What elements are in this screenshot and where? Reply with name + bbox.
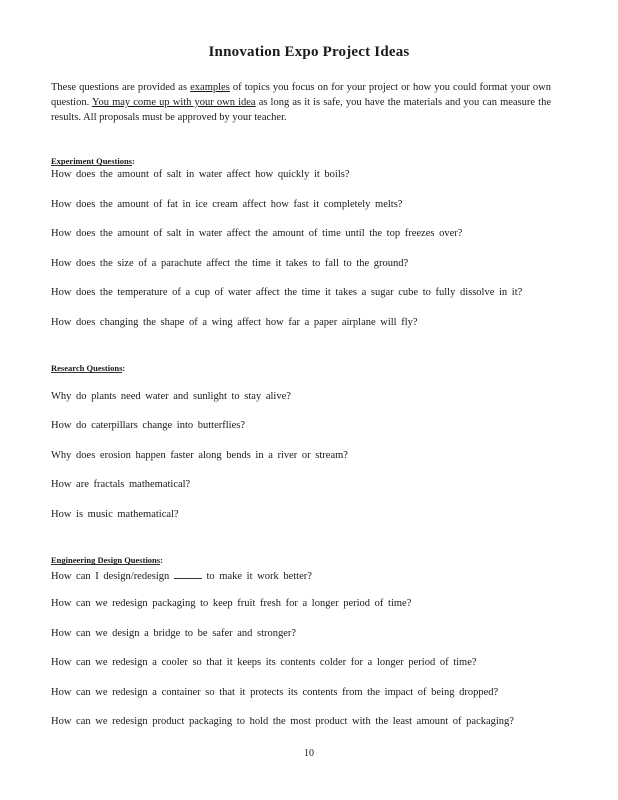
experiment-question: How does changing the shape of a wing affect how far a paper airplane will fly? <box>51 317 418 328</box>
research-heading <box>51 363 125 373</box>
experiment-heading-label: Experiment Questions <box>51 156 132 166</box>
page-number: 10 <box>304 748 314 759</box>
engineering-question: How can we redesign product packaging to hold the most product with the least amount of packaging? <box>51 716 514 727</box>
experiment-question: How does the temperature of a cup of water affect the time it takes a sugar cube to fully dissolve in it? <box>51 287 523 298</box>
experiment-question: How does the amount of fat in ice cream affect how fast it completely melts? <box>51 199 403 210</box>
research-heading-label: Research Questions <box>51 363 123 373</box>
engineering-question-end: to make it work better? <box>201 571 312 582</box>
engineering-question: How can we redesign packaging to keep fruit fresh for a longer period of time? <box>51 598 412 609</box>
intro-text-3: as long as it is safe, you have the materials and you can measure the results. All proposals must be approved by your teacher. <box>51 97 551 123</box>
experiment-question: How does the amount of salt in water affect the amount of time until the top freezes over? <box>51 228 463 239</box>
experiment-question: How does the size of a parachute affect the time it takes to fall to the ground? <box>51 258 409 269</box>
engineering-question: How can we redesign a cooler so that it keeps its contents colder for a longer period of time? <box>51 657 477 668</box>
experiment-question: How does the amount of salt in water affect how quickly it boils? <box>51 169 350 180</box>
engineering-question: How can we redesign a container so that it protects its contents from the impact of being dropped? <box>51 687 499 698</box>
research-heading-colon: : <box>122 363 126 373</box>
engineering-heading-colon: : <box>160 555 163 565</box>
research-question: How do caterpillars change into butterflies? <box>51 420 245 431</box>
engineering-heading <box>51 555 163 565</box>
intro-underlined-own-idea: You may come up with your own idea <box>91 97 256 108</box>
research-question: Why do plants need water and sunlight to stay alive? <box>51 391 291 402</box>
research-question: Why does erosion happen faster along bends in a river or stream? <box>51 450 348 461</box>
engineering-question-start: How can I design/redesign <box>51 571 174 582</box>
research-question: How is music mathematical? <box>51 509 179 520</box>
engineering-question <box>51 569 591 582</box>
engineering-heading-label: Engineering Design Questions <box>51 555 161 565</box>
intro-paragraph <box>51 80 551 125</box>
research-question: How are fractals mathematical? <box>51 479 191 490</box>
engineering-question: How can we design a bridge to be safer and stronger? <box>51 628 297 639</box>
intro-underlined-examples: examples <box>190 82 230 93</box>
experiment-heading <box>51 156 135 166</box>
experiment-heading-colon: : <box>132 156 135 166</box>
fill-in-blank <box>174 569 202 579</box>
page-title: Innovation Expo Project Ideas <box>208 44 410 60</box>
intro-text-2: of topics you focus on for your project or how you could format your own question. <box>51 82 551 108</box>
intro-text-1: These questions are provided as <box>51 82 191 93</box>
